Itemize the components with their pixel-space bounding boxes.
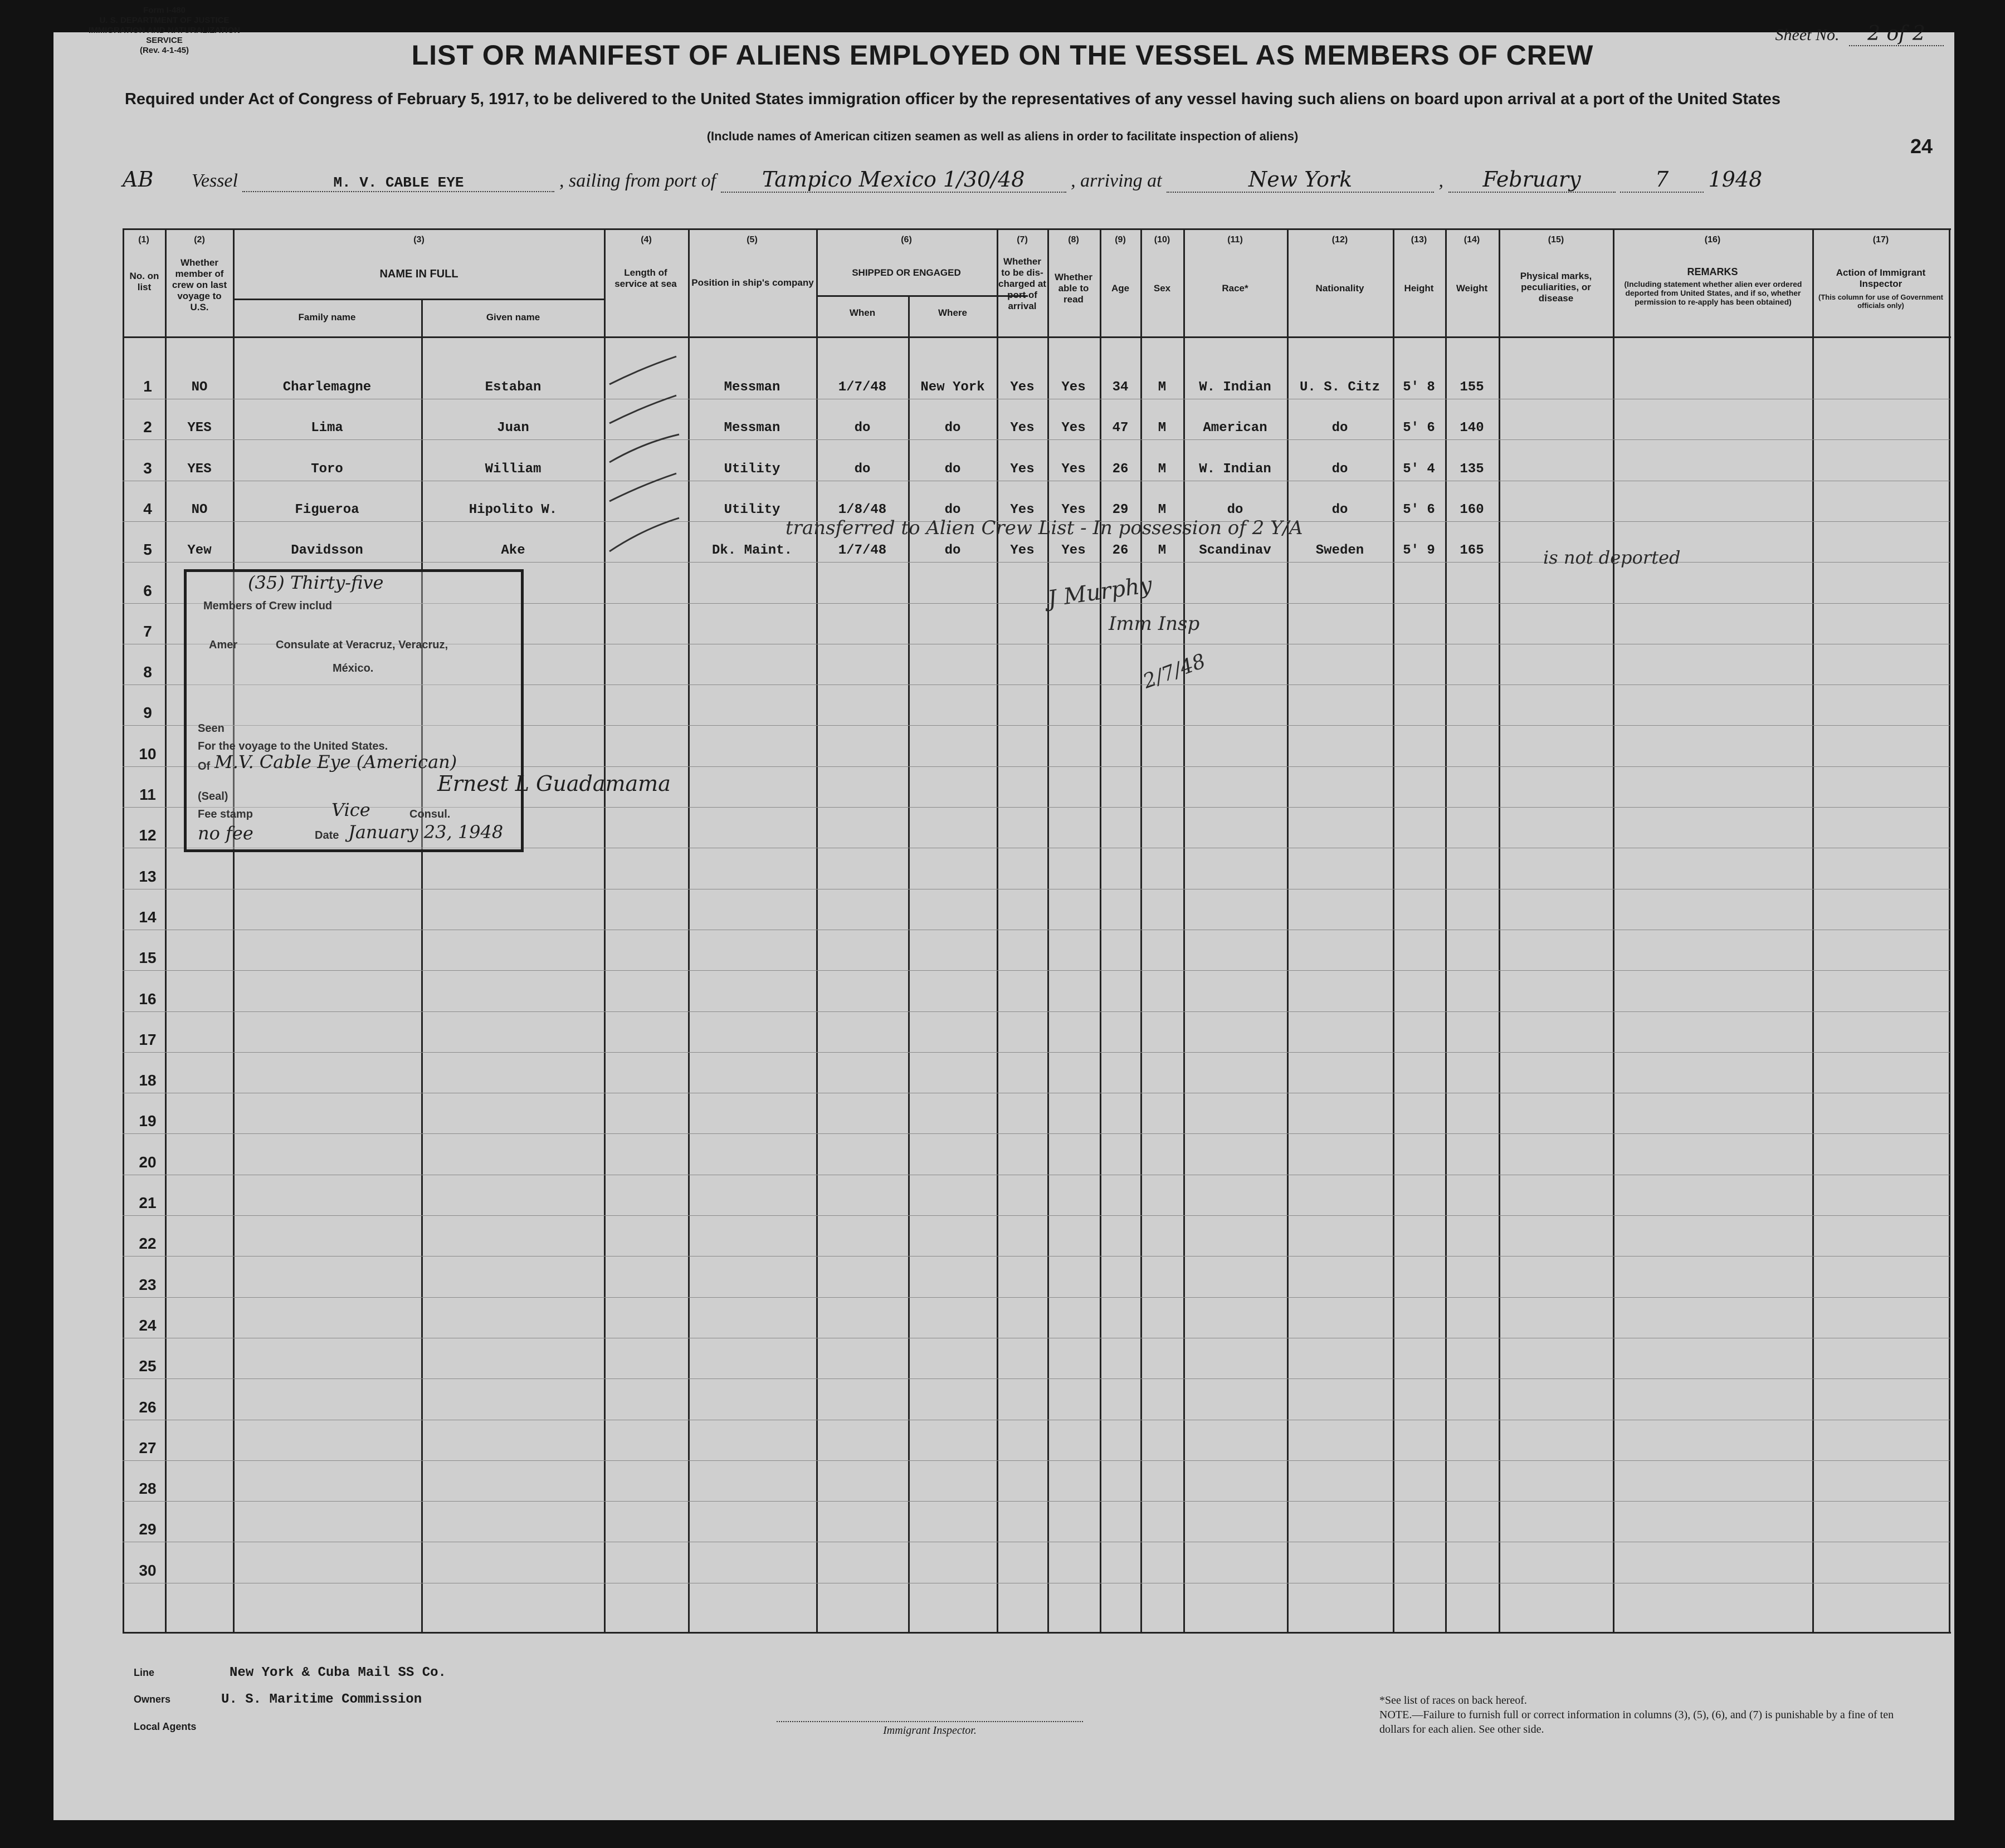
stamp-line2a: Amer [209, 639, 238, 651]
arriving-label: , arriving at [1071, 170, 1162, 191]
sailing-from: Tampico Mexico 1/30/48 [721, 167, 1066, 193]
cell-read: Yes [1061, 461, 1086, 477]
cell-race: W. Indian [1199, 461, 1271, 477]
consular-stamp [184, 569, 671, 852]
row-number: 30 [139, 1561, 157, 1579]
row-number: 7 [143, 622, 152, 640]
cell-nationality: U. S. Citz [1299, 380, 1380, 395]
stamp-fee-label: Fee stamp [198, 808, 253, 820]
cell-nationality: do [1331, 421, 1348, 436]
cell-age: 34 [1112, 380, 1129, 395]
stamp-line2c: México. [333, 662, 374, 674]
stamp-consul-label: Consul. [409, 808, 451, 820]
note-label: NOTE. [1379, 1709, 1412, 1721]
row-number: 2 [143, 418, 152, 436]
row-number: 15 [139, 949, 157, 967]
row-number: 16 [139, 990, 157, 1008]
cell-height: 5' 6 [1403, 502, 1435, 517]
col-number: (13) [1411, 235, 1427, 245]
cell-read: Yes [1061, 502, 1086, 517]
header-given-name: Given name [486, 312, 540, 322]
col-number: (8) [1068, 235, 1079, 245]
row-number: 14 [139, 908, 157, 926]
cell-discharged: Yes [1010, 380, 1035, 395]
cell-family-name: Figueroa [295, 502, 359, 517]
row-line [123, 1052, 1950, 1053]
header-name-in-full: NAME IN FULL [379, 268, 458, 280]
header-able-read: Whether able to read [1055, 272, 1092, 305]
row-number: 23 [139, 1275, 157, 1293]
cell-height: 5' 6 [1403, 421, 1435, 436]
cell-sex: M [1158, 421, 1167, 436]
row-number: 12 [139, 827, 157, 844]
line-label: Line [134, 1667, 155, 1678]
col-number: (3) [413, 235, 425, 245]
row-number: 11 [139, 786, 156, 803]
col-number: (16) [1704, 235, 1721, 245]
row-number: 10 [139, 745, 157, 762]
row-number: 20 [139, 1153, 157, 1171]
row-line [123, 439, 1950, 440]
cell-where: do [944, 461, 961, 477]
header-shipped-engaged: SHIPPED OR ENGAGED [852, 267, 961, 278]
cell-race: Scandinav [1199, 543, 1271, 559]
row-number: 8 [143, 663, 152, 681]
stamp-vice: Vice [331, 799, 370, 820]
cell-sex: M [1158, 461, 1167, 477]
row-number: 6 [143, 581, 152, 599]
stamp-of-label: Of [198, 760, 211, 773]
cell-last-voyage: NO [191, 502, 208, 517]
transfer-note: transferred to Alien Crew List - In possession of 2 Y/A [786, 517, 1303, 539]
arrival-year: 1948 [1708, 167, 1763, 192]
cell-when: 1/7/48 [838, 380, 887, 395]
row-number: 4 [143, 500, 152, 517]
inspector-date: 2/7/48 [1140, 649, 1209, 693]
footer-note [1379, 1693, 1914, 1737]
cell-family-name: Lima [311, 421, 343, 436]
cell-position: Dk. Maint. [711, 543, 793, 559]
cell-age: 26 [1112, 461, 1129, 477]
cell-last-voyage: Yew [187, 543, 212, 559]
footer-agents [134, 1721, 196, 1733]
row-number: 22 [139, 1235, 157, 1253]
cell-discharged: Yes [1010, 421, 1035, 436]
row-number: 29 [139, 1521, 157, 1538]
sheet-label: Sheet No. [1775, 26, 1840, 44]
row-line [123, 1378, 1950, 1379]
cell-weight: 165 [1460, 543, 1484, 559]
row-number: 3 [143, 459, 152, 477]
arriving-at: New York [1167, 167, 1434, 193]
header-where: Where [938, 307, 967, 318]
cell-nationality: Sweden [1315, 543, 1364, 559]
col-number: (2) [194, 235, 205, 245]
col-number: (1) [138, 235, 149, 245]
header-length-service: Length of service at sea [614, 267, 677, 289]
cell-read: Yes [1061, 380, 1086, 395]
stamp-line3: Seen [198, 722, 225, 735]
row-number: 9 [143, 704, 152, 722]
row-number: 5 [143, 541, 152, 559]
cell-when: do [854, 461, 871, 477]
cell-read: Yes [1061, 421, 1086, 436]
stamp-date: January 23, 1948 [348, 822, 504, 843]
footer-owners [134, 1692, 422, 1707]
stamp-line1: Members of Crew includ [203, 600, 333, 612]
inspector-signature: J Murphy [1046, 572, 1154, 612]
cell-last-voyage: NO [191, 380, 208, 395]
cell-position: Messman [724, 421, 780, 436]
col-number: (14) [1463, 235, 1480, 245]
cell-when: do [854, 421, 871, 436]
col-number: (4) [641, 235, 652, 245]
header-weight: Weight [1456, 283, 1488, 294]
cell-position: Utility [724, 502, 780, 517]
header-family-name: Family name [298, 312, 356, 322]
col-number: (17) [1872, 235, 1889, 245]
header-age: Age [1111, 283, 1130, 294]
row-number: 18 [139, 1072, 157, 1089]
cell-weight: 140 [1460, 421, 1484, 436]
cell-given-name: Estaban [485, 380, 542, 395]
length-service-strokes [604, 351, 687, 563]
header-last-voyage: Whether member of crew on last voyage to U.S. [172, 257, 227, 312]
department-name: U. S. DEPARTMENT OF JUSTICE [99, 16, 230, 25]
race-note: *See list of races on back hereof. [1379, 1694, 1527, 1707]
col-number: (15) [1548, 235, 1564, 245]
stamp-seal-label: (Seal) [198, 790, 228, 803]
owners-label: Owners [134, 1694, 171, 1705]
row-number: 17 [139, 1030, 157, 1048]
row-number: 25 [139, 1357, 157, 1375]
header-sex: Sex [1153, 283, 1171, 294]
owners-value: U. S. Maritime Commission [221, 1692, 422, 1707]
cell-where: New York [920, 380, 985, 395]
vessel-line: AB Vessel M. V. CABLE EYE , sailing from port of Tampico Mexico 1/30/48 , arriving at New York , February 7 1948 [123, 167, 1763, 192]
header-physical-marks: Physical marks, peculiarities, or disease [1520, 271, 1592, 304]
sailing-label: , sailing from port of [559, 170, 716, 191]
header-race: Race* [1222, 283, 1248, 294]
row-number: 19 [139, 1112, 157, 1130]
stamp-line2b: Consulate at Veracruz, Veracruz, [276, 639, 448, 651]
cell-race: do [1227, 502, 1243, 517]
row-number: 24 [139, 1316, 157, 1334]
header-remarks-note: (Including statement whether alien ever ordered deported from United States, and if so, whether permission to re-apply has been obtained) [1624, 280, 1802, 306]
consul-signature: Ernest L Guadamama [437, 771, 671, 796]
form-revision: (Rev. 4-1-45) [139, 46, 189, 55]
arrival-day: 7 [1620, 167, 1704, 193]
col-number: (6) [901, 235, 912, 245]
col-number: (11) [1227, 235, 1243, 245]
cell-discharged: Yes [1010, 502, 1035, 517]
service-name: IMMIGRATION AND NATURALIZATION SERVICE [89, 26, 240, 45]
cell-sex: M [1158, 543, 1167, 559]
header-remarks: REMARKS [1687, 266, 1738, 277]
cell-last-voyage: YES [187, 461, 212, 477]
vessel-name: M. V. CABLE EYE [242, 174, 554, 192]
cell-when: 1/7/48 [838, 543, 887, 559]
row-number: 27 [139, 1439, 157, 1456]
header-discharged: Whether to be dis-charged at port of arrival [998, 256, 1046, 311]
cell-family-name: Charlemagne [282, 380, 372, 395]
page-subtitle: Required under Act of Congress of February 5, 1917, to be delivered to the United States immigration officer by the representatives of any vessel having such aliens on board upon arrival at a port of the United States [124, 90, 1781, 108]
row-number: 13 [139, 867, 157, 885]
row-line [123, 1256, 1950, 1257]
header-no-on-list: No. on list [129, 271, 159, 292]
stamp-no-fee: no fee [198, 823, 253, 844]
line-value: New York & Cuba Mail SS Co. [230, 1665, 446, 1680]
cell-weight: 155 [1460, 380, 1484, 395]
cell-height: 5' 8 [1403, 380, 1435, 395]
stamp-count: (35) Thirty-five [248, 572, 384, 593]
footer-line [134, 1665, 446, 1680]
col-number: (9) [1115, 235, 1126, 245]
cell-given-name: Ake [501, 543, 525, 559]
cell-nationality: do [1331, 461, 1348, 477]
row-line [123, 1501, 1950, 1502]
cell-given-name: Juan [497, 421, 529, 436]
col-number: (7) [1017, 235, 1028, 245]
cell-age: 26 [1112, 543, 1129, 559]
prefix-mark: AB [123, 167, 154, 192]
cell-family-name: Toro [311, 461, 343, 477]
stamp-line4: For the voyage to the United States. [198, 740, 388, 752]
col-number: (12) [1331, 235, 1348, 245]
cell-when: 1/8/48 [838, 502, 887, 517]
cell-where: do [944, 421, 961, 436]
cell-position: Messman [724, 380, 780, 395]
arrival-month: February [1448, 167, 1616, 193]
row-number: 26 [139, 1398, 157, 1416]
cell-age: 29 [1112, 502, 1129, 517]
cell-nationality: do [1331, 502, 1348, 517]
form-number: Form I-480 [143, 6, 186, 15]
cell-given-name: William [485, 461, 542, 477]
header-height: Height [1404, 283, 1434, 294]
row-line [123, 1297, 1950, 1298]
row-line [123, 1215, 1950, 1216]
cell-last-voyage: YES [187, 421, 212, 436]
cell-given-name: Hipolito W. [469, 502, 558, 517]
row-line [123, 1460, 1950, 1461]
page-subnote: (Include names of American citizen seamen as well as aliens in order to facilitate inspection of aliens) [706, 129, 1299, 143]
col-number: (10) [1154, 235, 1170, 245]
cell-weight: 135 [1460, 461, 1484, 477]
cell-race: American [1203, 421, 1267, 436]
col-number: (5) [747, 235, 758, 245]
header-inspector-action: Action of Immigrant Inspector [1836, 267, 1926, 289]
row-line [123, 1011, 1950, 1012]
sheet-value: 2 of 2 [1849, 22, 1944, 46]
cell-height: 5' 9 [1403, 543, 1435, 559]
page-title: LIST OR MANIFEST OF ALIENS EMPLOYED ON THE VESSEL AS MEMBERS OF CREW [411, 40, 1594, 71]
cell-where: do [944, 502, 961, 517]
inspector-signature-line: Immigrant Inspector. [777, 1721, 1083, 1737]
row-number: 28 [139, 1480, 157, 1498]
row-number: 1 [143, 378, 152, 395]
row-number: 21 [139, 1194, 157, 1211]
cell-race: W. Indian [1199, 380, 1271, 395]
cell-where: do [944, 543, 961, 559]
cell-position: Utility [724, 461, 780, 477]
vessel-label: Vessel [191, 170, 238, 191]
cell-discharged: Yes [1010, 461, 1035, 477]
header-when: When [849, 307, 876, 318]
row-line [123, 1133, 1950, 1134]
header-position: Position in ship's company [691, 277, 814, 288]
cell-age: 47 [1112, 421, 1129, 436]
stamp-vessel: M.V. Cable Eye (American) [214, 751, 457, 773]
agents-label: Local Agents [134, 1721, 197, 1732]
note-text: —Failure to furnish full or correct information in columns (3), (5), (6), and (7) is punishable by a fine of ten dollars for each alien. See other side. [1379, 1709, 1894, 1735]
row-line [123, 970, 1950, 971]
header-inspector-note: (This column for use of Government officials only) [1818, 293, 1943, 310]
stamp-date-label: Date [315, 829, 339, 842]
remark-row5: is not deported [1543, 547, 1681, 568]
cell-height: 5' 4 [1403, 461, 1435, 477]
cell-weight: 160 [1460, 502, 1484, 517]
cell-family-name: Davidsson [291, 543, 363, 559]
cell-read: Yes [1061, 543, 1086, 559]
header-nationality: Nationality [1315, 283, 1364, 294]
page-number: 24 [1910, 135, 1933, 158]
cell-sex: M [1158, 502, 1167, 517]
inspector-title: Imm Insp [1109, 613, 1200, 635]
cell-discharged: Yes [1010, 543, 1035, 559]
cell-sex: M [1158, 380, 1167, 395]
